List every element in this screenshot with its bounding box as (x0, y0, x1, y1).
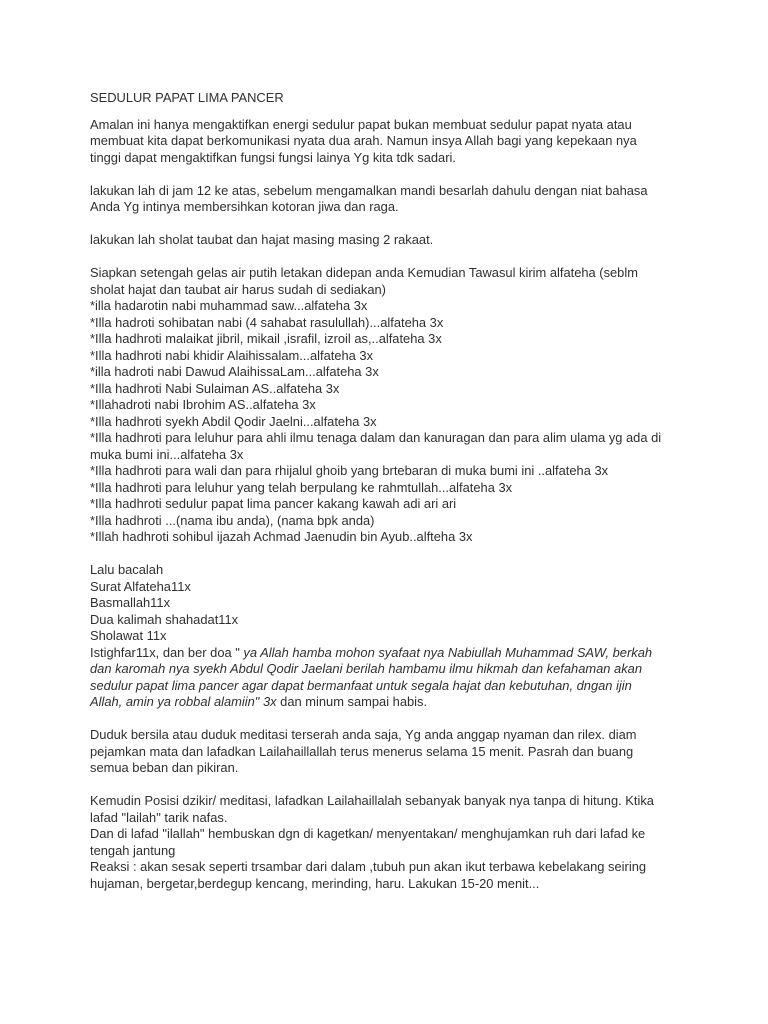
tawasul-item: *Illa hadhroti nabi khidir Alaihissalam...alfateha 3x (90, 347, 374, 363)
text-line: Duduk bersila atau duduk meditasi terserah anda saja, Yg anda anggap nyaman dan rilex. diam (90, 727, 637, 742)
doa-line: dan karomah nya syekh Abdul Qodir Jaelani berilah hambamu ilmu hikmah dan kefahaman akan (90, 661, 642, 676)
text-line: Dan di lafad "ilallah" hembuskan dgn di kagetkan/ menyentakan/ menghujamkan ruh dari lafad ke (90, 826, 646, 841)
tawasul-item: *Illa hadhroti para leluhur para ahli ilmu tenaga dalam dan kanuragan dan para alim ulama yg ada di (90, 430, 662, 445)
text-line: hujaman, bergetar,berdegup kencang, merinding, haru. Lakukan 15-20 menit... (90, 875, 540, 891)
tawasul-item: *Illa hadhroti ...(nama ibu anda), (nama bpk anda) (90, 512, 375, 528)
document-page (90, 90, 710, 892)
doa-suffix: dan minum sampai habis. (276, 694, 428, 709)
text-line: semua beban dan pikiran. (90, 760, 239, 775)
tawasul-item: *Illahadroti nabi Ibrohim AS..alfateha 3x (90, 397, 316, 412)
tawasul-item: *Illah hadhroti sohibul ijazah Achmad Jaenudin bin Ayub..alfteha 3x (90, 529, 473, 544)
text-line: Basmallah11x (90, 595, 171, 610)
text-line: Amalan ini hanya mengaktifkan energi sedulur papat bukan membuat sedulur papat nyata atau (90, 116, 632, 132)
doa-line (90, 694, 710, 711)
document-title: SEDULUR PAPAT LIMA PANCER (90, 90, 284, 105)
text-line: Kemudin Posisi dzikir/ meditasi, lafadkan Lailahaillalah sebanyak banyak nya tanpa di hitung. Ktika (90, 793, 654, 808)
sholat-paragraph (90, 232, 710, 249)
bacaan-paragraph (90, 562, 710, 711)
dzikir-paragraph (90, 793, 710, 892)
doa-text: ya Allah hamba mohon syafaat nya Nabiullah Muhammad SAW, berkah (243, 644, 653, 660)
text-line: lafad "lailah" tarik nafas. (90, 809, 228, 825)
text-line: Surat Alfateha11x (90, 578, 191, 594)
text-line: lakukan lah di jam 12 ke atas, sebelum mengamalkan mandi besarlah dahulu dengan niat bahasa (90, 182, 648, 198)
intro-paragraph (90, 117, 710, 167)
tawasul-item: *Illa hadhroti syekh Abdil Qodir Jaelni...alfateha 3x (90, 413, 377, 429)
text-line: pejamkan mata dan lafadkan Lailahaillallah terus menerus selama 15 menit. Pasrah dan buang (90, 743, 634, 759)
text-line: membuat kita dapat berkomunikasi nyata dua arah. Namun insya Allah bagi yang kepekaan nya (90, 133, 637, 148)
text-line: Reaksi : akan sesak seperti trsambar dari dalam ,tubuh pun akan ikut terbawa kebelakang seiring (90, 859, 647, 874)
tawasul-item: *Illa hadhroti malaikat jibril, mikail ,israfil, izroil as,..alfateha 3x (90, 331, 442, 346)
text-line: Siapkan setengah gelas air putih letakan didepan anda Kemudian Tawasul kirim alfateha (seblm (90, 265, 638, 280)
tawasul-item: *Illa hadroti sohibatan nabi (4 sahabat rasulullah)...alfateha 3x (90, 314, 444, 330)
tawasul-item: *illa hadarotin nabi muhammad saw...alfateha 3x (90, 298, 368, 313)
doa-prefix: Istighfar11x, dan ber doa " (90, 644, 244, 660)
text-line: Anda Yg intinya membersihkan kotoran jiwa dan raga. (90, 199, 399, 214)
tawasul-item: muka bumi ini...alfateha 3x (90, 446, 244, 462)
tawasul-item: *Illa hadhroti Nabi Sulaiman AS..alfateha 3x (90, 380, 340, 396)
text-line: tinggi dapat mengaktifkan fungsi fungsi lainya Yg kita tdk sadari. (90, 149, 456, 165)
mandi-paragraph (90, 183, 710, 216)
tawasul-item: *Illa hadhroti para wali dan para rhijalul ghoib yang brtebaran di muka bumi ini ..alfateha 3x (90, 463, 609, 478)
doa-text: Allah, amin ya robbal alamiin" 3x (90, 694, 277, 709)
text-line: sholat hajat dan taubat air harus sudah di sediakan) (90, 281, 386, 297)
tawasul-paragraph (90, 265, 710, 546)
text-line: tengah jantung (90, 842, 176, 858)
text-line: Lalu bacalah (90, 562, 164, 577)
tawasul-item: *Illa hadhroti sedulur papat lima pancer kakang kawah adi ari ari (90, 496, 457, 511)
tawasul-item: *illa hadroti nabi Dawud AlaihissaLam...alfateha 3x (90, 364, 379, 379)
text-line: lakukan lah sholat taubat dan hajat masing masing 2 rakaat. (90, 232, 434, 247)
text-line: Dua kalimah shahadat11x (90, 611, 239, 627)
meditasi-paragraph (90, 727, 710, 777)
text-line: Sholawat 11x (90, 628, 167, 643)
tawasul-item: *Illa hadhroti para leluhur yang telah berpulang ke rahmtullah...alfateha 3x (90, 479, 513, 495)
doa-line: sedulur papat lima pancer agar dapat bermanfaat untuk segala hajat dan kebutuhan, dngan ijin (90, 677, 632, 693)
doa-line (90, 645, 710, 662)
